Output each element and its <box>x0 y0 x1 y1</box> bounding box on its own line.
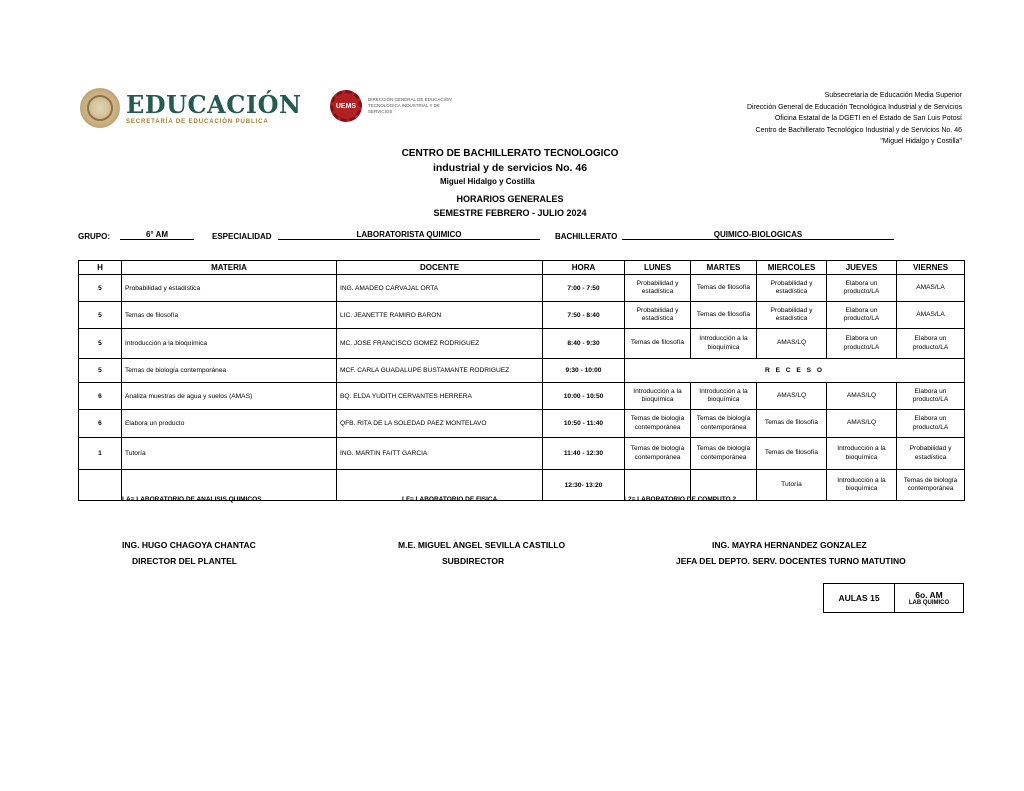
cell-jueves: Elabora un producto/LA <box>827 302 897 329</box>
cell-lunes: Temas de filosofía <box>625 329 691 359</box>
educacion-logo <box>80 88 301 128</box>
cell-miercoles: Probabilidad y estadística <box>757 275 827 302</box>
cell-materia: Temas de biología contemporánea <box>122 359 337 383</box>
grupo-label: GRUPO: <box>78 232 110 241</box>
cell-docente: MCF. CARLA GUADALUPE BUSTAMANTE RODRIGUEZ <box>337 359 543 383</box>
cell-jueves: AMAS/LQ <box>827 383 897 410</box>
table-row <box>79 302 965 329</box>
table-row <box>79 329 965 359</box>
table-row <box>79 383 965 410</box>
cell-viernes: Temas de biología contemporánea <box>897 470 965 501</box>
school-title: CENTRO DE BACHILLERATO TECNOLOGICO <box>401 148 619 159</box>
table-row <box>79 275 965 302</box>
cell-miercoles: AMAS/LQ <box>757 383 827 410</box>
aulas-group: 6o. AM <box>915 590 943 600</box>
cell-miercoles: Tutoría <box>757 470 827 501</box>
signature-jefa-role: JEFA DEL DEPTO. SERV. DOCENTES TURNO MATUTINO <box>676 556 906 566</box>
cell-receso: R E C E S O <box>625 359 965 383</box>
cell-materia: Probabilidad y estadística <box>122 275 337 302</box>
signature-director-role: DIRECTOR DEL PLANTEL <box>132 556 237 566</box>
school-subtitle: industrial y de servicios No. 46 <box>432 162 588 174</box>
cell-h <box>79 470 122 501</box>
lab-note: LA= LABORATORIO DE ANALISIS QUIMICOS <box>122 496 262 503</box>
header-materia: MATERIA <box>122 261 337 275</box>
school-name: Miguel Hidalgo y Costilla <box>440 177 535 186</box>
aulas-label: AULAS 15 <box>824 584 895 612</box>
cell-viernes: AMAS/LA <box>897 275 965 302</box>
cell-materia: Elabora un producto <box>122 410 337 438</box>
cell-h: 5 <box>79 359 122 383</box>
cell-martes: Temas de filosofía <box>691 275 757 302</box>
signature-subdirector-role: SUBDIRECTOR <box>442 556 505 566</box>
cell-hora: 7:50 - 8:40 <box>543 302 625 329</box>
cell-martes: Temas de biología contemporánea <box>691 410 757 438</box>
table-row <box>79 438 965 470</box>
table-header-row <box>79 261 965 275</box>
cell-viernes: Elabora un producto/LA <box>897 329 965 359</box>
lab-note: LF= LABORATORIO DE FISICA <box>402 496 498 503</box>
institution-line: Centro de Bachillerato Tecnológico Industrial y de Servicios No. 46 <box>755 126 962 134</box>
institution-line: Dirección General de Educación Tecnológica Industrial y de Servicios <box>746 103 962 111</box>
cell-hora: 12:30- 13:20 <box>543 470 625 501</box>
cell-jueves: Introducción a la bioquímica <box>827 470 897 501</box>
aulas-box <box>823 583 964 613</box>
cell-hora: 10:50 - 11:40 <box>543 410 625 438</box>
institution-line: "Miguel Hidalgo y Costilla" <box>880 138 962 145</box>
cell-docente: ING. MARTIN FAITT GARCIA <box>337 438 543 470</box>
educacion-logo-title: EDUCACIÓN <box>126 89 302 119</box>
cell-viernes: Elabora un producto/LA <box>897 410 965 438</box>
cell-h: 6 <box>79 410 122 438</box>
cell-docente: ING. AMADEO CARVAJAL ORTA <box>337 275 543 302</box>
cell-docente: BQ. ELDA YUDITH CERVANTES HERRERA <box>337 383 543 410</box>
cell-materia: Introducción a la bioquímica <box>122 329 337 359</box>
signature-director-name: ING. HUGO CHAGOYA CHANTAC <box>122 540 256 550</box>
cell-h: 1 <box>79 438 122 470</box>
cell-materia: Analiza muestras de agua y suelos (AMAS) <box>122 383 337 410</box>
cell-miercoles: Temas de filosofía <box>757 438 827 470</box>
cell-h: 5 <box>79 275 122 302</box>
bachillerato-label: BACHILLERATO <box>555 232 618 241</box>
cell-hora: 8:40 - 9:30 <box>543 329 625 359</box>
cell-jueves: Elabora un producto/LA <box>827 275 897 302</box>
especialidad-value: LABORATORISTA QUIMICO <box>278 230 540 240</box>
cell-lunes: Probabilidad y estadística <box>625 302 691 329</box>
signature-subdirector-name: M.E. MIGUEL ANGEL SEVILLA CASTILLO <box>398 540 566 550</box>
grupo-value: 6° AM <box>120 230 194 240</box>
cell-hora: 10:00 - 10:50 <box>543 383 625 410</box>
header-lunes: LUNES <box>625 261 691 275</box>
mexico-seal-icon <box>80 88 120 128</box>
cell-hora: 7:00 - 7:50 <box>543 275 625 302</box>
cell-viernes: AMAS/LA <box>897 302 965 329</box>
cell-h: 5 <box>79 302 122 329</box>
cell-miercoles: Probabilidad y estadística <box>757 302 827 329</box>
header-miercoles: MIERCOLES <box>757 261 827 275</box>
cell-h: 6 <box>79 383 122 410</box>
educacion-logo-subtitle: SECRETARÍA DE EDUCACIÓN PÚBLICA <box>126 118 269 125</box>
institution-line: Subsecretaría de Educación Media Superior <box>824 92 962 99</box>
aulas-lab: LAB QUIMICO <box>908 600 950 606</box>
especialidad-label: ESPECIALIDAD <box>212 232 272 241</box>
header-docente: DOCENTE <box>337 261 543 275</box>
cell-martes: Temas de filosofía <box>691 302 757 329</box>
semester-label: SEMESTRE FEBRERO - JULIO 2024 <box>433 208 587 218</box>
header-h: H <box>79 261 122 275</box>
cell-docente: QFB. RITA DE LA SOLEDAD PAEZ MONTELAVO <box>337 410 543 438</box>
cell-h: 5 <box>79 329 122 359</box>
cell-hora: 9:30 - 10:00 <box>543 359 625 383</box>
cell-martes: Introducción a la bioquímica <box>691 329 757 359</box>
table-row <box>79 359 965 383</box>
cell-docente: MC. JOSE FRANCISCO GOMEZ RODRIGUEZ <box>337 329 543 359</box>
institution-block <box>747 90 962 148</box>
header-viernes: VIERNES <box>897 261 965 275</box>
lab-note: L2= LABORATORIO DE COMPUTO 2 <box>624 496 737 503</box>
dgeti-gear-icon: UEMS <box>330 90 362 122</box>
cell-jueves: AMAS/LQ <box>827 410 897 438</box>
schedule-table <box>78 260 965 501</box>
cell-lunes: Temas de biología contemporánea <box>625 438 691 470</box>
header-jueves: JUEVES <box>827 261 897 275</box>
table-row <box>79 410 965 438</box>
cell-miercoles: Temas de filosofía <box>757 410 827 438</box>
cell-lunes: Probabilidad y estadística <box>625 275 691 302</box>
header-martes: MARTES <box>691 261 757 275</box>
signature-jefa-name: ING. MAYRA HERNANDEZ GONZALEZ <box>712 540 867 550</box>
dgeti-logo-text: DIRECCIÓN GENERAL DE EDUCACIÓN TECNOLÓGICA INDUSTRIAL Y DE SERVICIOS <box>368 97 452 114</box>
cell-materia: Temas de filosofía <box>122 302 337 329</box>
cell-lunes: Temas de biología contemporánea <box>625 410 691 438</box>
cell-docente: LIC. JEANETTE RAMIRO BARON <box>337 302 543 329</box>
dgeti-logo <box>330 90 458 122</box>
institution-line: Oficina Estatal de la DGETI en el Estado de San Luis Potosí <box>774 115 962 122</box>
cell-martes: Introducción a la bioquímica <box>691 383 757 410</box>
cell-lunes: Introducción a la bioquímica <box>625 383 691 410</box>
cell-jueves: Introducción a la bioquímica <box>827 438 897 470</box>
document-title: HORARIOS GENERALES <box>456 194 564 204</box>
cell-viernes: Probabilidad y estadística <box>897 438 965 470</box>
cell-materia: Tutoría <box>122 438 337 470</box>
header-hora: HORA <box>543 261 625 275</box>
bachillerato-value: QUIMICO-BIOLOGICAS <box>622 230 894 240</box>
cell-martes: Temas de biología contemporánea <box>691 438 757 470</box>
cell-hora: 11:40 - 12:30 <box>543 438 625 470</box>
cell-miercoles: AMAS/LQ <box>757 329 827 359</box>
cell-jueves: Elabora un producto/LA <box>827 329 897 359</box>
cell-viernes: Elabora un producto/LA <box>897 383 965 410</box>
